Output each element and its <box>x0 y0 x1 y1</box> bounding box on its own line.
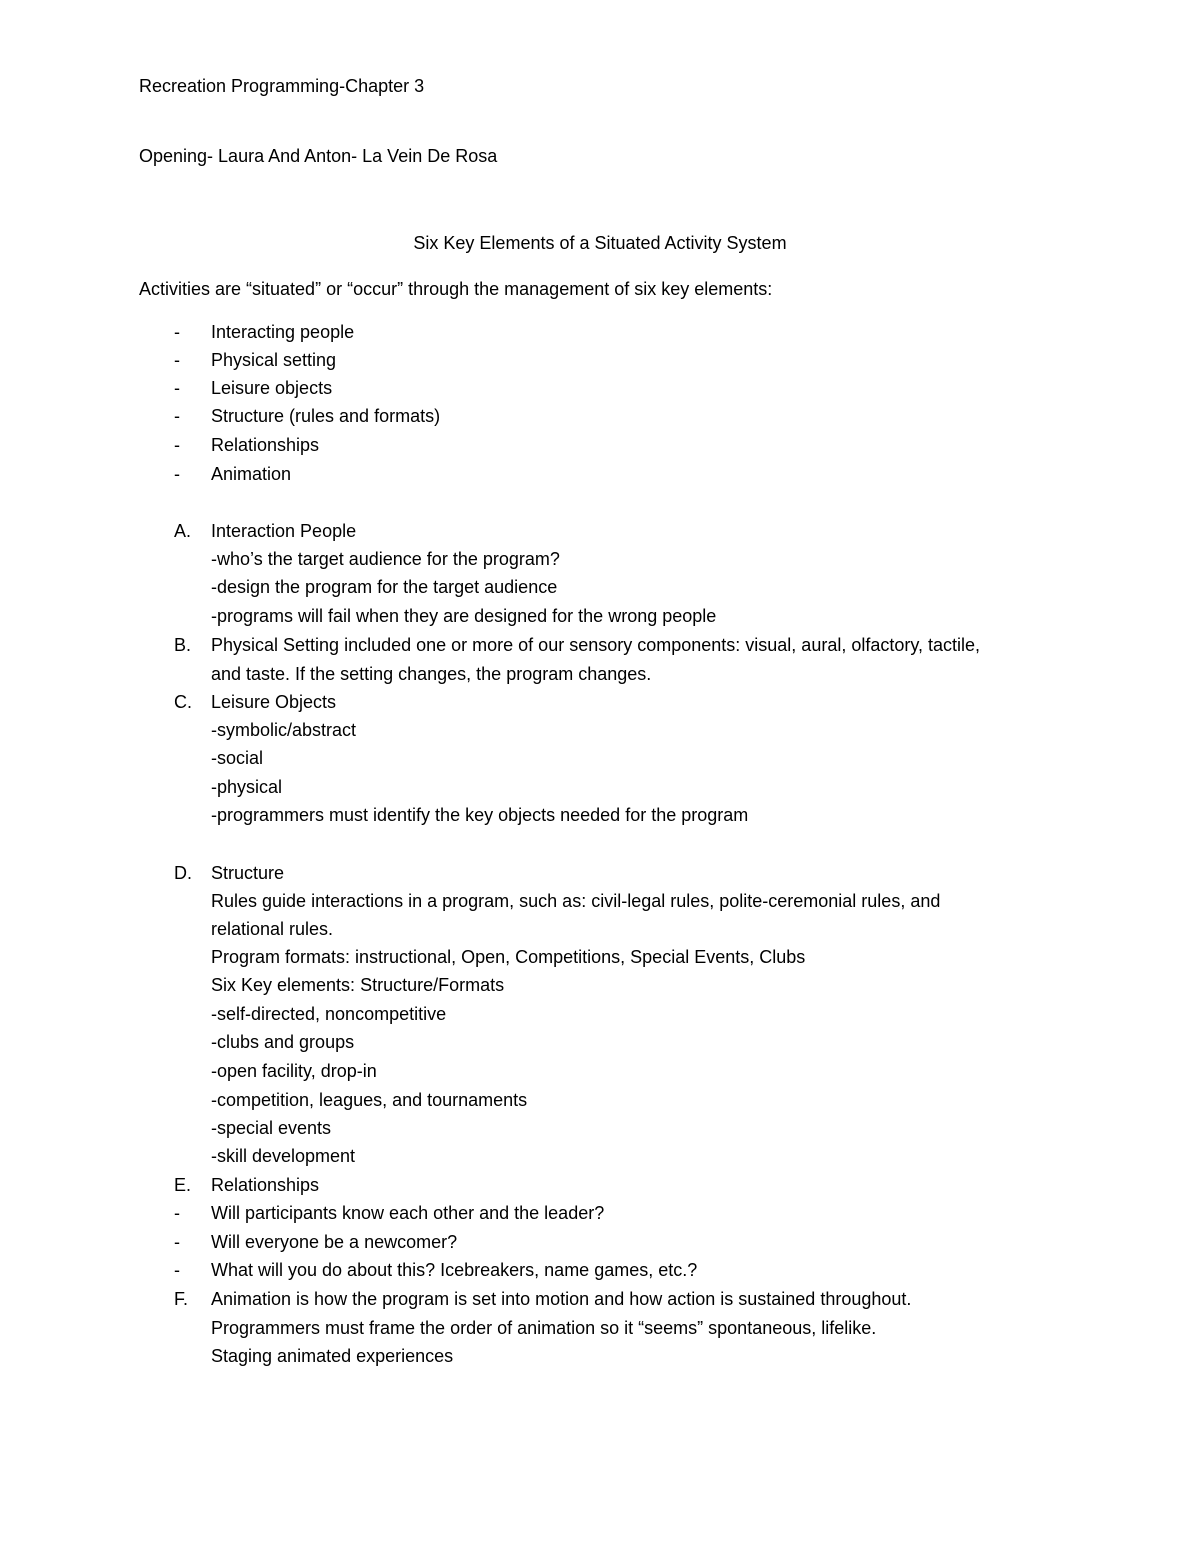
document-title: Recreation Programming-Chapter 3 <box>139 76 425 96</box>
section-line: relational rules. <box>211 919 334 939</box>
section-line: -physical <box>211 777 283 797</box>
bullet-dash: - <box>174 406 180 426</box>
section-title: Leisure Objects <box>211 692 337 712</box>
section-bullet: Will everyone be a newcomer? <box>211 1232 458 1252</box>
list-item-text: Structure (rules and formats) <box>211 406 441 426</box>
section-line: -self-directed, noncompetitive <box>211 1004 447 1024</box>
section-line: -who’s the target audience for the program? <box>211 549 560 569</box>
section-line: and taste. If the setting changes, the program changes. <box>211 664 652 684</box>
section-line: -special events <box>211 1118 332 1138</box>
bullet-dash: - <box>174 350 180 370</box>
bullet-dash: - <box>174 435 180 455</box>
section-line: -open facility, drop-in <box>211 1061 377 1081</box>
list-item-text: Animation <box>211 464 292 484</box>
section-marker: A. <box>174 521 192 541</box>
section-line: -programs will fail when they are designed for the wrong people <box>211 606 717 626</box>
intro-paragraph: Activities are “situated” or “occur” through the management of six key elements: <box>139 279 773 299</box>
section-marker: E. <box>174 1175 192 1195</box>
section-marker: F. <box>174 1289 189 1309</box>
bullet-dash: - <box>174 1260 180 1280</box>
section-line: -symbolic/abstract <box>211 720 357 740</box>
section-line: Program formats: instructional, Open, Competitions, Special Events, Clubs <box>211 947 806 967</box>
bullet-dash: - <box>174 1232 180 1252</box>
section-line: Six Key elements: Structure/Formats <box>211 975 505 995</box>
list-item-text: Leisure objects <box>211 378 333 398</box>
section-heading: Six Key Elements of a Situated Activity System <box>413 233 787 253</box>
section-line: -design the program for the target audience <box>211 577 558 597</box>
list-item-text: Relationships <box>211 435 320 455</box>
section-title: Structure <box>211 863 285 883</box>
bullet-dash: - <box>174 464 180 484</box>
section-line: Animation is how the program is set into motion and how action is sustained throughout. <box>211 1289 912 1309</box>
list-item-text: Interacting people <box>211 322 355 342</box>
section-line: -skill development <box>211 1146 356 1166</box>
section-line: -programmers must identify the key objects needed for the program <box>211 805 749 825</box>
list-item-text: Physical setting <box>211 350 337 370</box>
section-title: Relationships <box>211 1175 320 1195</box>
section-line: Physical Setting included one or more of our sensory components: visual, aural, olfactory, tactile, <box>211 635 981 655</box>
section-bullet: What will you do about this? Icebreakers, name games, etc.? <box>211 1260 698 1280</box>
bullet-dash: - <box>174 322 180 342</box>
section-marker: D. <box>174 863 192 883</box>
section-line: Rules guide interactions in a program, such as: civil-legal rules, polite-ceremonial rules, and <box>211 891 941 911</box>
section-title: Interaction People <box>211 521 357 541</box>
bullet-dash: - <box>174 1203 180 1223</box>
section-line: -competition, leagues, and tournaments <box>211 1090 528 1110</box>
section-line: -social <box>211 748 264 768</box>
section-marker: C. <box>174 692 192 712</box>
section-line: -clubs and groups <box>211 1032 355 1052</box>
opening-line: Opening- Laura And Anton- La Vein De Rosa <box>139 146 498 166</box>
bullet-dash: - <box>174 378 180 398</box>
section-bullet: Will participants know each other and the leader? <box>211 1203 605 1223</box>
section-line: Programmers must frame the order of animation so it “seems” spontaneous, lifelike. <box>211 1318 877 1338</box>
section-line: Staging animated experiences <box>211 1346 454 1366</box>
section-marker: B. <box>174 635 192 655</box>
